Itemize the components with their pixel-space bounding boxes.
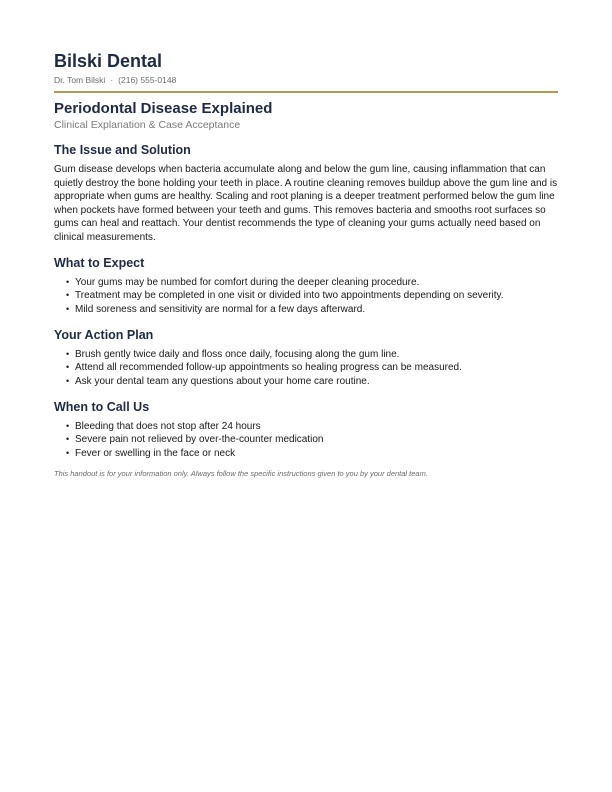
section-heading: The Issue and Solution xyxy=(54,143,191,157)
bullet-icon: • xyxy=(66,290,70,301)
bullet-list xyxy=(54,276,558,317)
list-item: • Fever or swelling in the face or neck xyxy=(66,448,236,460)
practice-contact xyxy=(54,75,558,86)
list-item: • Brush gently twice daily and floss once daily, focusing along the gum line. xyxy=(66,348,400,360)
footer-disclaimer: This handout is for your information only. Always follow the specific instructions given to you by your dental team. xyxy=(54,468,428,478)
list-item: • Treatment may be completed in one visit or divided into two appointments depending on severity. xyxy=(66,290,504,302)
practice-header xyxy=(54,50,558,93)
practice-phone: (216) 555-0148 xyxy=(118,75,177,85)
bullet-icon: • xyxy=(66,434,70,445)
document-title: Periodontal Disease Explained xyxy=(54,100,273,117)
list-item: • Attend all recommended follow-up appointments so healing progress can be measured. xyxy=(66,362,462,374)
bullet-list xyxy=(54,420,558,461)
section-body: Gum disease develops when bacteria accumulate along and below the gum line, causing inflammation that can quietly destroy the bone holding your teeth in place. A routine cleaning removes buildup above the gum line and is appropriate when gums are healthy. Scaling and root planing is a deeper treatment performed below the gum line when pockets have formed between your teeth and gums. This removes bacteria and smooths root surfaces so gums can heal and reattach. Your dentist recommends the type of cleaning your gums actually need based on clinical measurements. xyxy=(54,164,558,243)
list-item: • Mild soreness and sensitivity are normal for a few days afterward. xyxy=(66,303,366,315)
section-heading: When to Call Us xyxy=(54,399,150,414)
list-item: • Severe pain not relieved by over-the-counter medication xyxy=(66,434,324,446)
section-action-plan xyxy=(54,328,558,389)
section-what-to-expect xyxy=(54,256,558,317)
header-divider xyxy=(54,91,558,93)
bullet-icon: • xyxy=(66,348,70,359)
section-heading: What to Expect xyxy=(54,255,145,270)
bullet-icon: • xyxy=(66,376,70,387)
section-heading: Your Action Plan xyxy=(54,327,154,342)
list-item: • Bleeding that does not stop after 24 hours xyxy=(66,420,261,432)
bullet-icon: • xyxy=(66,448,70,459)
practice-name: Bilski Dental xyxy=(54,51,163,71)
list-item: • Ask your dental team any questions about your home care routine. xyxy=(66,376,370,388)
section-issue-and-solution xyxy=(54,143,558,245)
bullet-list xyxy=(54,348,558,389)
bullet-icon: • xyxy=(66,303,70,314)
section-when-to-call xyxy=(54,400,558,461)
bullet-icon: • xyxy=(66,420,70,431)
document-subtitle: Clinical Explanation & Case Acceptance xyxy=(54,119,241,131)
bullet-icon: • xyxy=(66,362,70,373)
contact-separator: · xyxy=(110,75,114,85)
list-item: • Your gums may be numbed for comfort during the deeper cleaning procedure. xyxy=(66,276,420,288)
bullet-icon: • xyxy=(66,276,70,287)
doctor-name: Dr. Tom Bilski xyxy=(54,75,106,85)
